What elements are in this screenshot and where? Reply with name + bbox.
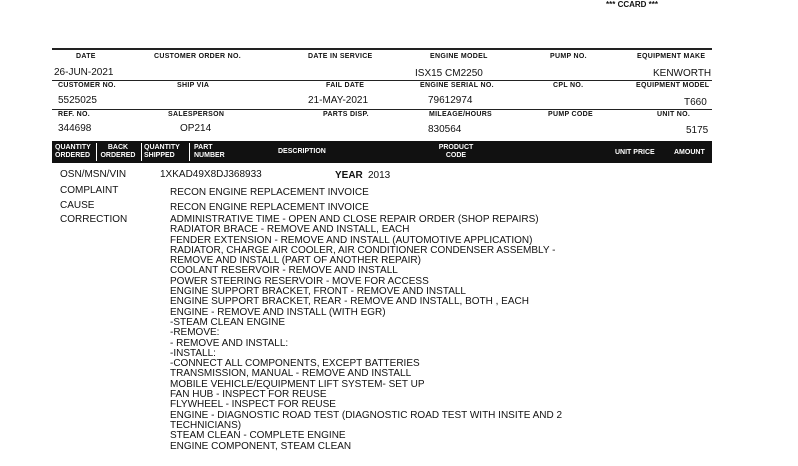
value-equipment-make: KENWORTH: [653, 68, 712, 79]
header-rule-2: [52, 109, 712, 110]
correction-line: FLYWHEEL - INSPECT FOR REUSE: [170, 399, 336, 411]
label-ship-via: SHIP VIA: [177, 82, 210, 89]
label-pump-code: PUMP CODE: [548, 111, 593, 118]
year-label: YEAR: [335, 170, 363, 181]
correction-line: ENGINE SUPPORT BRACKET, REAR - REMOVE AND INSTALL, BOTH , EACH: [170, 296, 529, 308]
col-amount: AMOUNT: [674, 149, 705, 156]
col-separator: [189, 143, 190, 161]
correction-line: STEAM CLEAN - COMPLETE ENGINE: [170, 430, 346, 442]
col-back-ordered: BACK ORDERED: [100, 144, 136, 159]
correction-line: FENDER EXTENSION - REMOVE AND INSTALL (AUTOMOTIVE APPLICATION): [170, 234, 533, 246]
value-engine-serial-no: 79612974: [428, 95, 473, 106]
value-mileage: 830564: [428, 124, 462, 135]
correction-line: -REMOVE:: [170, 327, 220, 339]
label-engine-model: ENGINE MODEL: [430, 53, 488, 60]
correction-line: ENGINE SUPPORT BRACKET, FRONT - REMOVE AND INSTALL: [170, 286, 466, 298]
col-part-number: PART NUMBER: [194, 144, 225, 159]
correction-line: -CONNECT ALL COMPONENTS, EXCEPT BATTERIES: [170, 358, 420, 370]
correction-line: ENGINE - REMOVE AND INSTALL (WITH EGR): [170, 306, 386, 318]
correction-line: TRANSMISSION, MANUAL - REMOVE AND INSTALL: [170, 368, 412, 380]
label-parts-disp: PARTS DISP.: [323, 111, 369, 118]
osn-value: 1XKAD49X8DJ368933: [160, 169, 262, 180]
col-description: DESCRIPTION: [278, 148, 326, 155]
correction-line: TECHNICIANS): [170, 419, 242, 431]
correction-line: ADMINISTRATIVE TIME - OPEN AND CLOSE REPAIR ORDER (SHOP REPAIRS): [170, 214, 539, 225]
col-separator: [141, 143, 142, 161]
label-mileage-hours: MILEAGE/HOURS: [429, 111, 493, 118]
correction-line: RADIATOR BRACE - REMOVE AND INSTALL, EACH: [170, 224, 410, 236]
correction-lines: [170, 215, 562, 452]
label-engine-serial-no: ENGINE SERIAL NO.: [420, 82, 494, 89]
label-date: DATE: [76, 53, 96, 60]
correction-line: COOLANT RESERVOIR - REMOVE AND INSTALL: [170, 265, 398, 277]
correction-line: RADIATOR, CHARGE AIR COOLER, AIR CONDITIONER CONDENSER ASSEMBLY -: [170, 244, 556, 256]
correction-label: CORRECTION: [60, 214, 128, 225]
correction-line: MOBILE VEHICLE/EQUIPMENT LIFT SYSTEM- SET UP: [170, 378, 425, 390]
value-fail-date: 21-MAY-2021: [308, 95, 369, 106]
correction-line: POWER STEERING RESERVOIR - MOVE FOR ACCESS: [170, 275, 429, 287]
correction-line: REMOVE AND INSTALL (PART OF ANOTHER REPAIR): [170, 255, 421, 267]
value-salesperson: OP214: [180, 123, 212, 134]
label-salesperson: SALESPERSON: [168, 111, 225, 118]
col-qty-ordered: QUANTITY ORDERED: [55, 144, 91, 159]
label-fail-date: FAIL DATE: [326, 82, 365, 89]
year-value: 2013: [368, 170, 391, 181]
value-engine-model: ISX15 CM2250: [415, 68, 483, 79]
label-unit-no: UNIT NO.: [657, 111, 691, 118]
line-item-column-header: [52, 141, 712, 163]
col-product-code: PRODUCT CODE: [438, 144, 474, 159]
label-ref-no: REF. NO.: [58, 111, 90, 118]
label-customer-order-no: CUSTOMER ORDER NO.: [154, 53, 241, 60]
header-rule-1: [52, 80, 712, 81]
correction-line: - REMOVE AND INSTALL:: [170, 337, 289, 349]
label-equipment-make: EQUIPMENT MAKE: [637, 53, 706, 60]
complaint-label: COMPLAINT: [60, 185, 119, 196]
value-equipment-model: T660: [684, 97, 707, 108]
value-unit-no: 5175: [686, 125, 709, 136]
label-equipment-model: EQUIPMENT MODEL: [636, 82, 710, 89]
cause-value: RECON ENGINE REPLACEMENT INVOICE: [170, 202, 369, 213]
col-separator: [96, 143, 97, 161]
value-date: 26-JUN-2021: [54, 67, 114, 78]
correction-line: ENGINE COMPONENT, STEAM CLEAN: [170, 440, 352, 452]
header-top-rule: [52, 48, 712, 50]
col-unit-price: UNIT PRICE: [615, 149, 655, 156]
osn-label: OSN/MSN/VIN: [60, 169, 127, 180]
col-qty-shipped: QUANTITY SHIPPED: [144, 144, 180, 159]
value-customer-no: 5525025: [58, 95, 97, 106]
correction-line: ENGINE - DIAGNOSTIC ROAD TEST (DIAGNOSTIC ROAD TEST WITH INSITE AND 2: [170, 409, 563, 421]
label-date-in-service: DATE IN SERVICE: [308, 53, 373, 60]
label-pump-no: PUMP NO.: [550, 53, 587, 60]
value-ref-no: 344698: [58, 123, 92, 134]
label-customer-no: CUSTOMER NO.: [58, 82, 116, 89]
complaint-value: RECON ENGINE REPLACEMENT INVOICE: [170, 187, 369, 198]
cause-label: CAUSE: [60, 200, 95, 211]
correction-line: -INSTALL:: [170, 347, 216, 359]
ccard-stamp: *** CCARD ***: [606, 0, 659, 9]
correction-line: -STEAM CLEAN ENGINE: [170, 316, 286, 328]
label-cpl-no: CPL NO.: [553, 82, 584, 89]
correction-line: FAN HUB - INSPECT FOR REUSE: [170, 389, 327, 401]
